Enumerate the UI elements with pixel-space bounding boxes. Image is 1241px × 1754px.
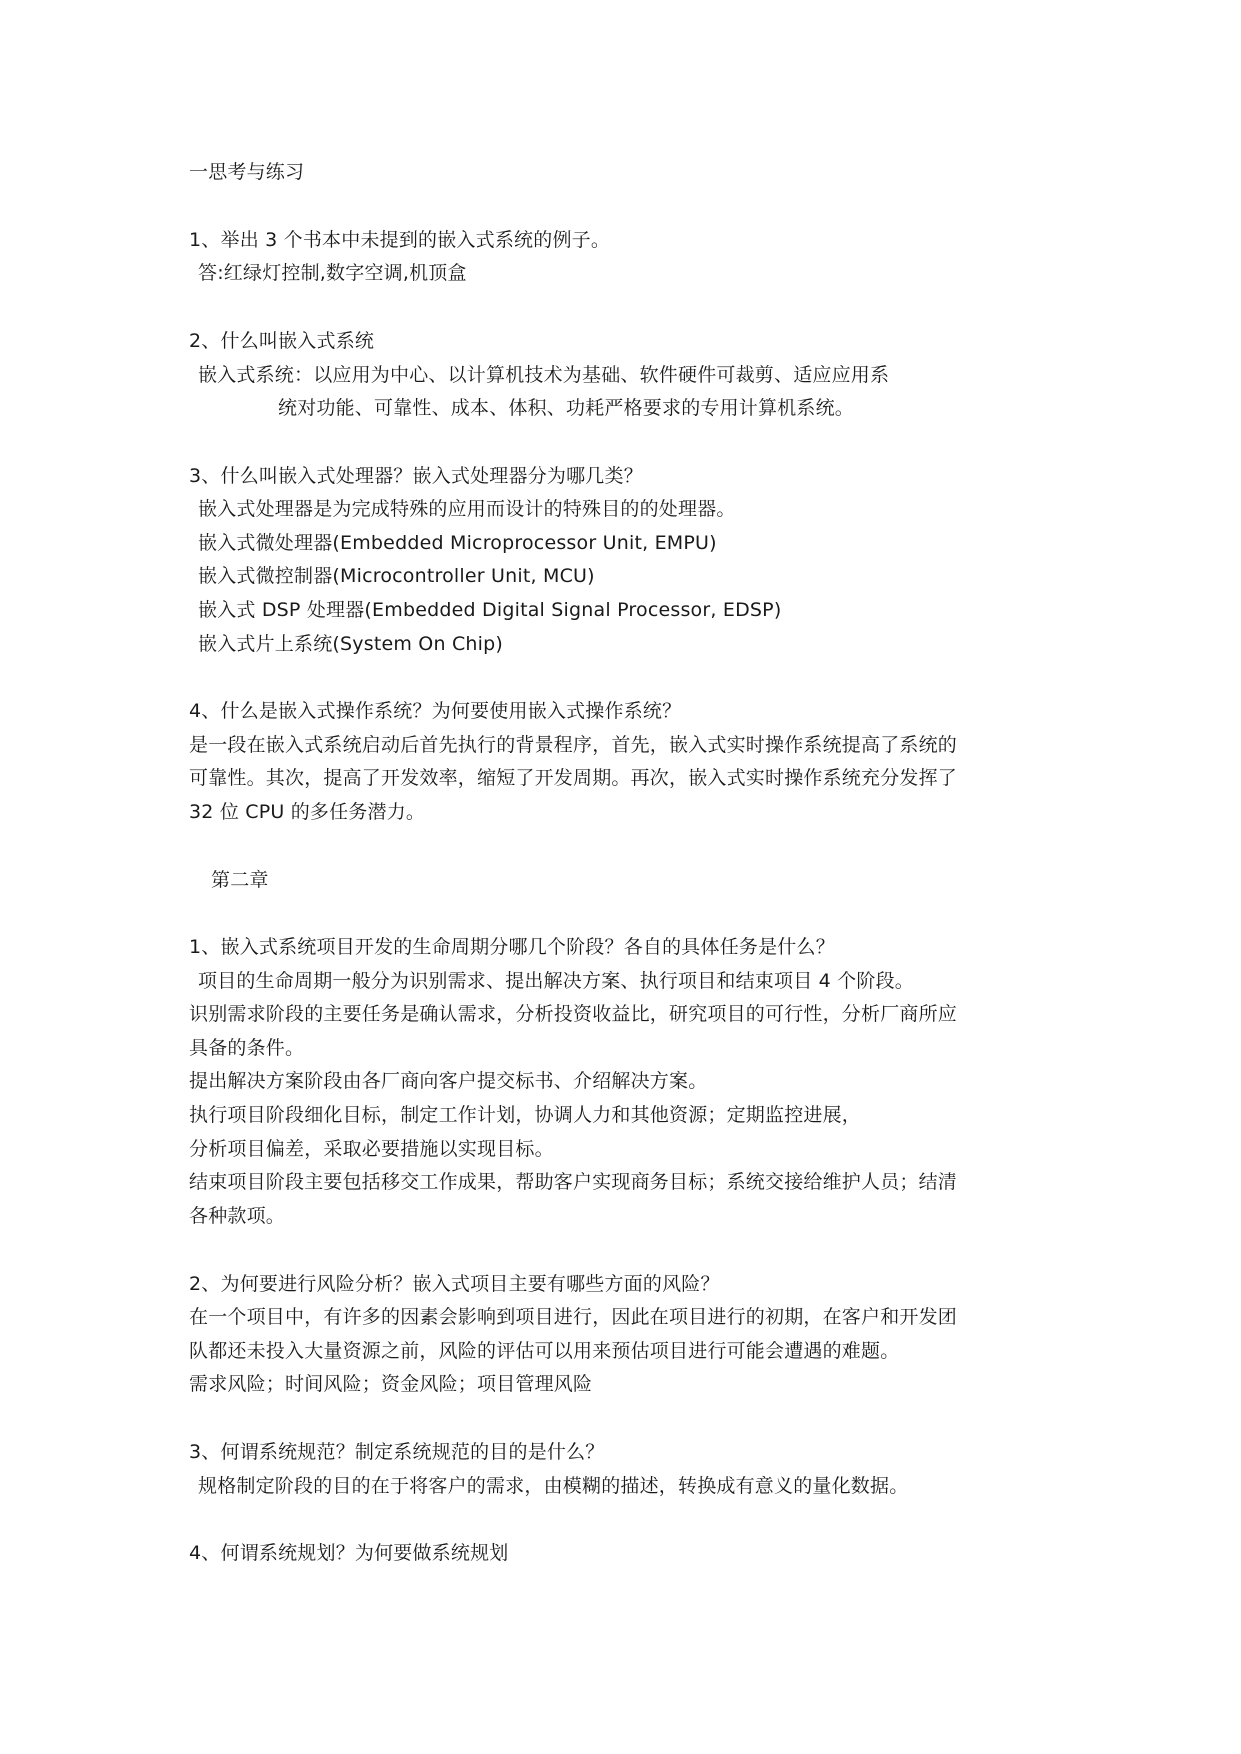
ch2-question-2: 2、为何要进行风险分析？嵌入式项目主要有哪些方面的风险？ [189, 1273, 720, 1295]
ch2-question-1: 1、嵌入式系统项目开发的生命周期分哪几个阶段？各自的具体任务是什么？ [189, 936, 835, 958]
chapter-heading: 第二章 [211, 869, 269, 891]
ch2-answer-1-line-6: 分析项目偏差，采取必要措施以实现目标。 [189, 1138, 554, 1160]
ch2-answer-1-line-4: 提出解决方案阶段由各厂商向客户提交标书、介绍解决方案。 [189, 1070, 708, 1092]
ch2-answer-1-line-3: 具备的条件。 [189, 1037, 305, 1059]
answer-2-line-2: 统对功能、可靠性、成本、体积、功耗严格要求的专用计算机系统。 [278, 397, 855, 419]
ch2-answer-1-line-2: 识别需求阶段的主要任务是确认需求，分析投资收益比，研究项目的可行性，分析厂商所应 [189, 1003, 958, 1025]
question-4: 4、什么是嵌入式操作系统？为何要使用嵌入式操作系统？ [189, 700, 682, 722]
ch2-answer-3: 规格制定阶段的目的在于将客户的需求，由模糊的描述，转换成有意义的量化数据。 [198, 1475, 909, 1497]
answer-1: 答:红绿灯控制,数字空调,机顶盒 [198, 262, 467, 284]
answer-4-line-3: 32 位 CPU 的多任务潜力。 [189, 801, 426, 823]
answer-4-line-1: 是一段在嵌入式系统启动后首先执行的背景程序，首先，嵌入式实时操作系统提高了系统的 [189, 734, 958, 756]
question-2: 2、什么叫嵌入式系统 [189, 330, 375, 352]
answer-3-line-1: 嵌入式处理器是为完成特殊的应用而设计的特殊目的的处理器。 [198, 498, 736, 520]
section-heading: 一思考与练习 [189, 161, 305, 183]
answer-3-line-4: 嵌入式 DSP 处理器(Embedded Digital Signal Processor, EDSP) [198, 599, 782, 621]
question-3: 3、什么叫嵌入式处理器？嵌入式处理器分为哪几类？ [189, 465, 643, 487]
ch2-answer-1-line-1: 项目的生命周期一般分为识别需求、提出解决方案、执行项目和结束项目 4 个阶段。 [198, 970, 914, 992]
answer-3-line-3: 嵌入式微控制器(Microcontroller Unit, MCU) [198, 565, 595, 587]
question-1: 1、举出 3 个书本中未提到的嵌入式系统的例子。 [189, 229, 611, 251]
ch2-answer-2-line-1: 在一个项目中，有许多的因素会影响到项目进行，因此在项目进行的初期，在客户和开发团 [189, 1306, 958, 1328]
answer-2-line-1: 嵌入式系统：以应用为中心、以计算机技术为基础、软件硬件可裁剪、适应应用系 [198, 364, 890, 386]
ch2-answer-2-line-3: 需求风险；时间风险；资金风险；项目管理风险 [189, 1373, 593, 1395]
ch2-answer-1-line-7: 结束项目阶段主要包括移交工作成果，帮助客户实现商务目标；系统交接给维护人员；结清 [189, 1171, 958, 1193]
ch2-answer-1-line-8: 各种款项。 [189, 1205, 286, 1227]
answer-3-line-5: 嵌入式片上系统(System On Chip) [198, 633, 504, 655]
ch2-answer-1-line-5: 执行项目阶段细化目标，制定工作计划，协调人力和其他资源；定期监控进展， [189, 1104, 862, 1126]
answer-3-line-2: 嵌入式微处理器(Embedded Microprocessor Unit, EMPU) [198, 532, 717, 554]
ch2-question-4: 4、何谓系统规划？为何要做系统规划 [189, 1542, 509, 1564]
ch2-answer-2-line-2: 队都还未投入大量资源之前，风险的评估可以用来预估项目进行可能会遭遇的难题。 [189, 1340, 900, 1362]
ch2-question-3: 3、何谓系统规范？制定系统规范的目的是什么？ [189, 1441, 605, 1463]
answer-4-line-2: 可靠性。其次，提高了开发效率，缩短了开发周期。再次，嵌入式实时操作系统充分发挥了 [189, 767, 958, 789]
